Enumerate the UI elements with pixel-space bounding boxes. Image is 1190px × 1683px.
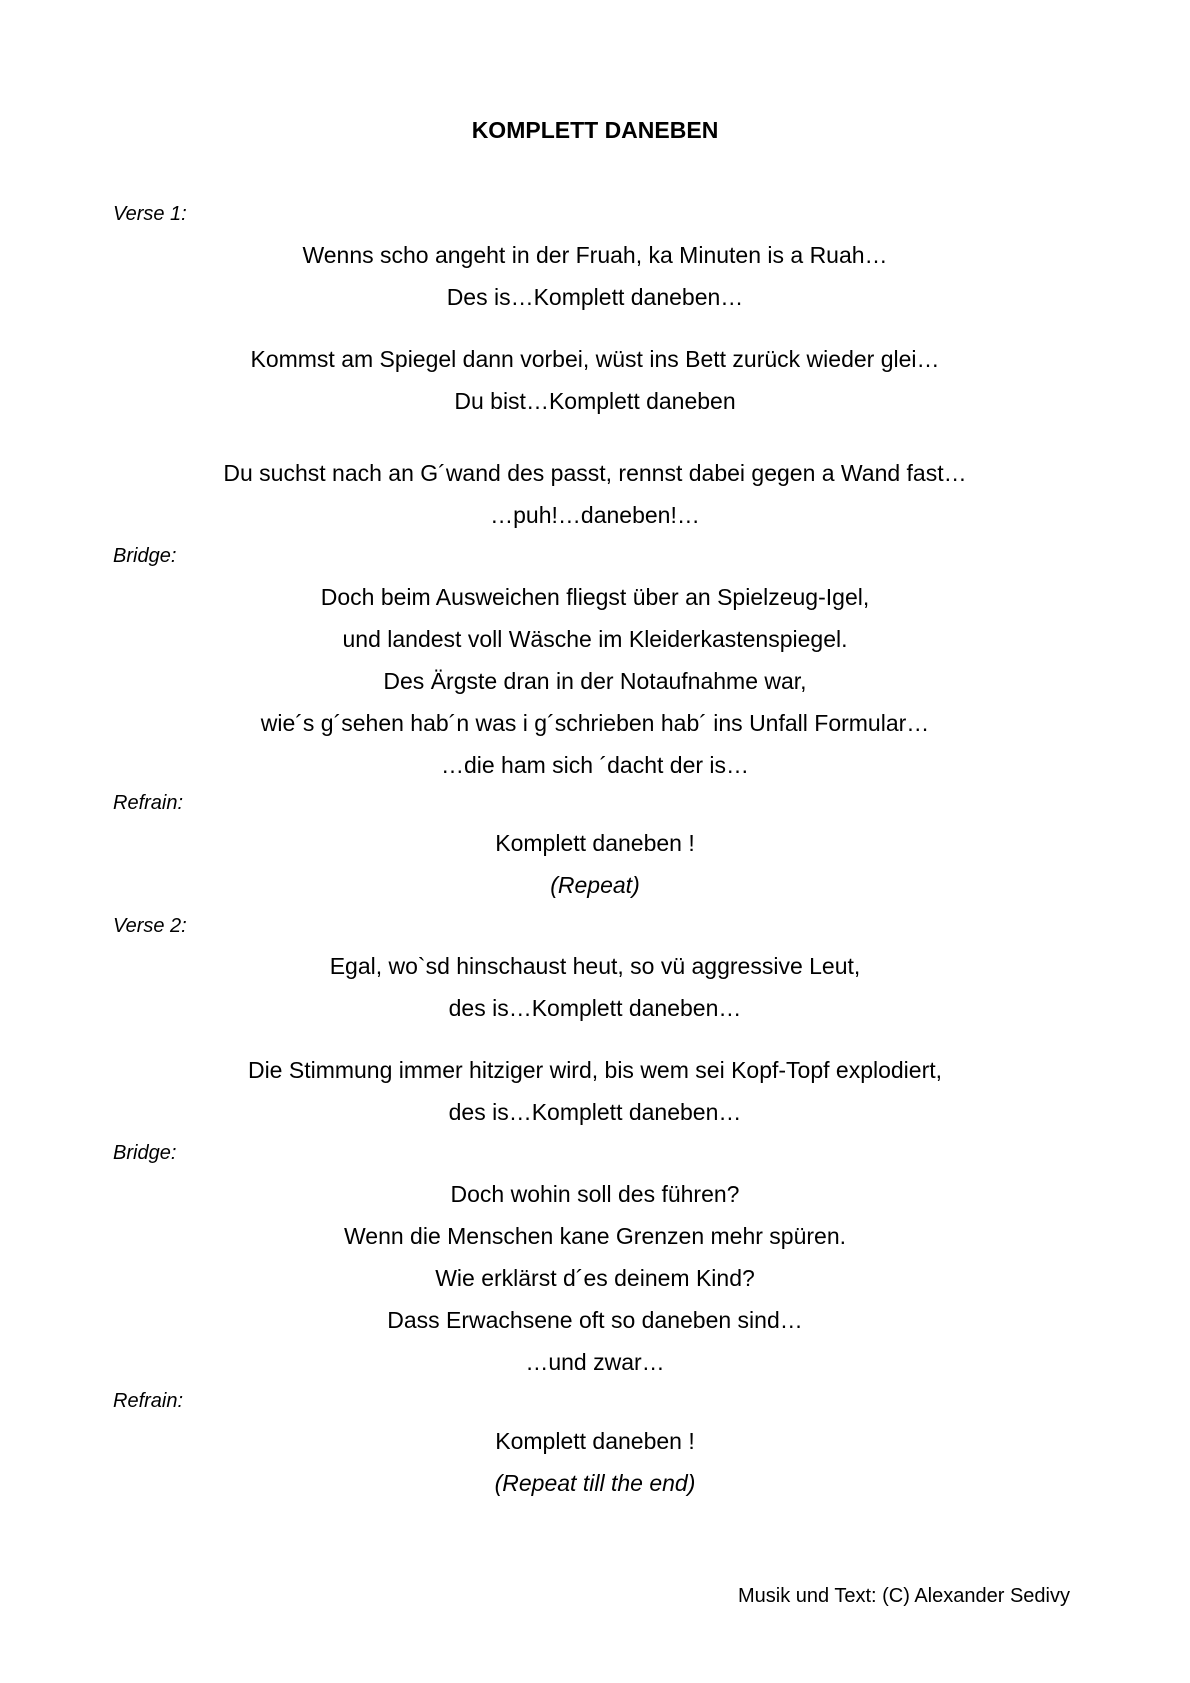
lyric-line: des is…Komplett daneben… (448, 1099, 742, 1125)
lyric-line: …die ham sich ´dacht der is… (440, 752, 750, 778)
lyric-line: Wenn die Menschen kane Grenzen mehr spüren. (343, 1223, 847, 1249)
lyric-line: Komplett daneben ! (495, 1428, 695, 1454)
lyric-line: Kommst am Spiegel dann vorbei, wüst ins Bett zurück wieder glei… (250, 346, 940, 372)
section-label-refrain: Refrain: (113, 792, 184, 814)
lyric-line: Wie erklärst d´es deinem Kind? (435, 1265, 755, 1291)
lyric-line: Du bist…Komplett daneben (454, 388, 736, 414)
section-label-verse-2: Verse 2: (113, 915, 187, 937)
lyric-line: Du suchst nach an G´wand des passt, rennst dabei gegen a Wand fast… (223, 460, 967, 486)
section-label-bridge: Bridge: (113, 545, 177, 567)
lyric-line: Des Ärgste dran in der Notaufnahme war, (383, 668, 807, 694)
lyric-line: Die Stimmung immer hitziger wird, bis wem sei Kopf-Topf explodiert, (247, 1057, 943, 1083)
lyric-line: …puh!…daneben!… (490, 502, 700, 528)
lyric-line: des is…Komplett daneben… (448, 995, 742, 1021)
section-label-bridge: Bridge: (113, 1142, 177, 1164)
lyric-line: Wenns scho angeht in der Fruah, ka Minuten is a Ruah… (302, 242, 888, 268)
song-title: KOMPLETT DANEBEN (471, 117, 719, 143)
lyric-line: Des is…Komplett daneben… (446, 284, 744, 310)
section-label-verse-1: Verse 1: (113, 203, 187, 225)
section-label-refrain: Refrain: (113, 1390, 184, 1412)
lyric-line: Doch beim Ausweichen fliegst über an Spielzeug-Igel, (320, 584, 870, 610)
lyric-line: Egal, wo`sd hinschaust heut, so vü aggressive Leut, (329, 953, 861, 979)
lyric-line: Komplett daneben ! (495, 830, 695, 856)
lyric-line: …und zwar… (525, 1349, 665, 1375)
lyric-line: Dass Erwachsene oft so daneben sind… (387, 1307, 803, 1333)
repeat-note: (Repeat till the end) (494, 1470, 696, 1496)
lyric-line: und landest voll Wäsche im Kleiderkastenspiegel. (342, 626, 848, 652)
lyric-line: wie´s g´sehen hab´n was i g´schrieben hab´ ins Unfall Formular… (260, 710, 930, 736)
repeat-note: (Repeat) (550, 872, 640, 898)
lyric-line: Doch wohin soll des führen? (450, 1181, 740, 1207)
credit-line: Musik und Text: (C) Alexander Sedivy (737, 1585, 1070, 1607)
